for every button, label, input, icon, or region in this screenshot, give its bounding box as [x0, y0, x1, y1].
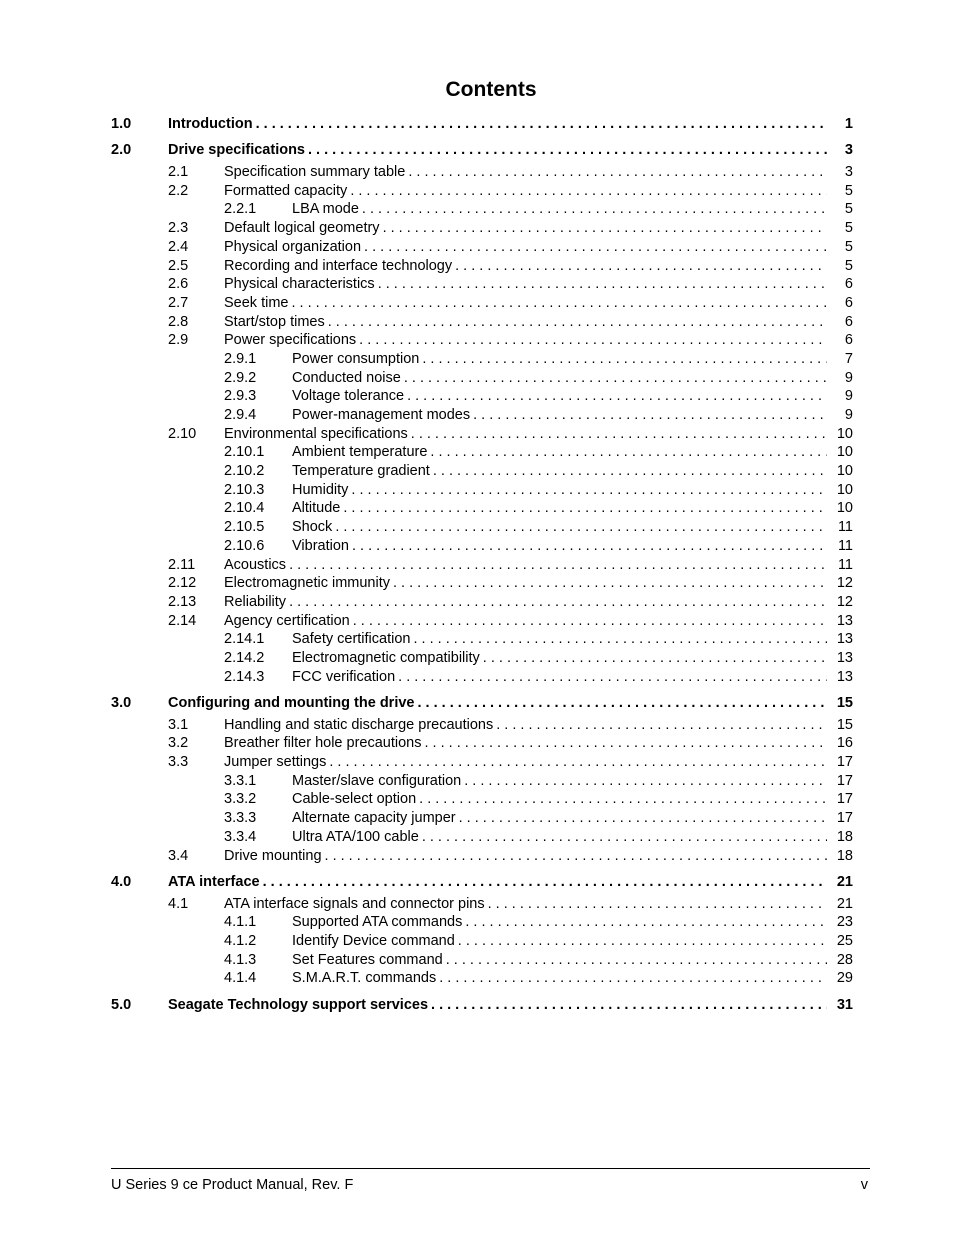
- toc-entry-label: Ultra ATA/100 cable: [292, 828, 419, 845]
- toc-leader-dots: [414, 694, 827, 713]
- toc-entry[interactable]: [111, 574, 853, 593]
- toc-leader-dots: [470, 406, 827, 425]
- toc-entry-number: 2.8: [168, 313, 189, 330]
- toc-entry-page: 5: [844, 182, 853, 199]
- toc-entry[interactable]: [111, 182, 853, 201]
- toc-entry-label: S.M.A.R.T. commands: [292, 970, 437, 987]
- toc-entry-label: Default logical geometry: [224, 220, 380, 237]
- toc-leader-dots: [419, 350, 827, 369]
- toc-entry-number: 3.3.2: [224, 791, 257, 808]
- page-title: Contents: [445, 78, 537, 101]
- toc-entry-number: 2.10.6: [224, 537, 265, 554]
- toc-leader-dots: [461, 772, 827, 791]
- toc-entry-label: Drive specifications: [168, 142, 305, 159]
- toc-entry-label: Drive mounting: [224, 847, 322, 864]
- toc-entry-number: 2.13: [168, 593, 197, 610]
- toc-entry-label: Acoustics: [224, 556, 287, 573]
- toc-entry[interactable]: [111, 828, 853, 847]
- toc-entry-label: Configuring and mounting the drive: [168, 695, 415, 711]
- toc-entry-page: 9: [844, 388, 853, 405]
- toc-entry-label: Seek time: [224, 294, 289, 311]
- toc-entry-label: Supported ATA commands: [292, 914, 463, 931]
- toc-entry-number: 3.1: [168, 716, 189, 733]
- toc-leader-dots: [408, 425, 827, 444]
- toc-entry-number: 2.5: [168, 257, 189, 274]
- toc-leader-dots: [325, 313, 827, 332]
- toc-entry-label: Voltage tolerance: [292, 388, 405, 405]
- toc-leader-dots: [405, 163, 827, 182]
- toc-leader-dots: [332, 518, 827, 537]
- toc-entry-number: 3.3.1: [224, 772, 257, 789]
- toc-entry-page: 31: [836, 996, 853, 1013]
- toc-entry-number: 2.10.3: [224, 481, 265, 498]
- toc-entry-label: ATA interface: [168, 873, 260, 890]
- toc-entry-label: Electromagnetic compatibility: [292, 649, 480, 666]
- toc-entry-number: 2.4: [168, 238, 189, 255]
- toc-entry-label: Safety certification: [292, 631, 411, 648]
- toc-entry-number: 2.7: [168, 294, 189, 311]
- toc-entry-label: Conducted noise: [292, 369, 401, 386]
- toc-entry-label: Handling and static discharge precautions: [224, 716, 494, 733]
- toc-entry-label: Humidity: [292, 481, 349, 498]
- toc-leader-dots: [348, 481, 827, 500]
- toc-entry-number: 4.0: [111, 873, 132, 890]
- toc-entry[interactable]: [111, 630, 853, 649]
- toc-entry[interactable]: [111, 331, 853, 350]
- toc-entry-label: Specification summary table: [224, 164, 406, 181]
- toc-leader-dots: [350, 612, 827, 631]
- toc-entry-number: 4.1.3: [224, 951, 257, 968]
- toc-entry[interactable]: [111, 847, 853, 866]
- toc-entry-page: 5: [844, 257, 853, 274]
- toc-entry-number: 2.0: [111, 142, 132, 159]
- toc-entry-page: 13: [836, 631, 853, 648]
- toc-entry[interactable]: [111, 612, 853, 631]
- toc-entry-label: Altitude: [292, 500, 341, 517]
- toc-leader-dots: [286, 556, 827, 575]
- toc-entry-page: 6: [844, 276, 853, 293]
- toc-entry-page: 11: [837, 556, 853, 573]
- toc-entry-label: Cable-select option: [292, 791, 417, 808]
- toc-entry-number: 2.14.3: [224, 668, 265, 685]
- toc-entry-number: 3.2: [168, 735, 189, 752]
- toc-entry[interactable]: [111, 141, 853, 160]
- toc-entry-label: Master/slave configuration: [292, 772, 462, 789]
- toc-leader-dots: [260, 873, 827, 892]
- toc-entry-label: Introduction: [168, 116, 253, 132]
- toc-entry[interactable]: [111, 790, 853, 809]
- toc-entry-label: Power specifications: [224, 332, 357, 349]
- toc-entry-number: 2.14.2: [224, 649, 265, 666]
- toc-entry[interactable]: [111, 996, 853, 1015]
- toc-entry-page: 10: [836, 444, 853, 461]
- toc-leader-dots: [436, 969, 827, 988]
- toc-entry[interactable]: [111, 163, 853, 182]
- toc-entry[interactable]: [111, 734, 853, 753]
- toc-entry-label: Physical organization: [224, 238, 362, 255]
- toc-entry-page: 18: [836, 828, 853, 845]
- toc-entry[interactable]: [111, 873, 853, 892]
- toc-entry-number: 2.10.2: [224, 463, 265, 480]
- toc-entry-label: Seagate Technology support services: [168, 996, 429, 1013]
- toc-leader-dots: [347, 182, 827, 201]
- toc-entry[interactable]: [111, 115, 853, 134]
- toc-entry-number: 2.10.4: [224, 500, 265, 517]
- toc-entry-number: 3.3.4: [224, 828, 257, 845]
- toc-entry-label: Formatted capacity: [224, 182, 348, 199]
- toc-entry-page: 6: [844, 332, 853, 349]
- toc-leader-dots: [419, 828, 827, 847]
- toc-entry[interactable]: [111, 716, 853, 735]
- toc-entry[interactable]: [111, 809, 853, 828]
- toc-entry-page: 10: [836, 463, 853, 480]
- toc-leader-dots: [401, 369, 827, 388]
- toc-entry-number: 4.1: [168, 895, 189, 912]
- toc-entry-page: 15: [836, 695, 853, 711]
- toc-leader-dots: [480, 649, 827, 668]
- toc-leader-dots: [404, 387, 827, 406]
- toc-entry-page: 13: [836, 668, 853, 685]
- toc-entry[interactable]: [111, 387, 853, 406]
- toc-entry-label: Shock: [292, 519, 333, 536]
- toc-leader-dots: [390, 574, 827, 593]
- toc-entry[interactable]: [111, 649, 853, 668]
- toc-leader-dots: [455, 932, 827, 951]
- toc-entry[interactable]: [111, 219, 853, 238]
- toc-entry[interactable]: [111, 462, 853, 481]
- toc-entry-page: 6: [844, 294, 853, 311]
- toc-entry[interactable]: [111, 951, 853, 970]
- toc-leader-dots: [322, 847, 827, 866]
- toc-entry-label: FCC verification: [292, 668, 396, 685]
- toc-entry[interactable]: [111, 753, 853, 772]
- toc-entry-page: 29: [836, 970, 853, 987]
- toc-leader-dots: [288, 294, 827, 313]
- toc-entry-page: 11: [837, 519, 853, 536]
- toc-entry-label: Set Features command: [292, 951, 443, 968]
- toc-entry-page: 17: [836, 810, 853, 827]
- toc-entry-number: 2.14: [168, 612, 197, 629]
- toc-entry-label: Breather filter hole precautions: [224, 735, 422, 752]
- toc-entry-number: 3.4: [168, 847, 189, 864]
- toc-leader-dots: [452, 257, 827, 276]
- toc-entry-number: 2.9: [168, 332, 189, 349]
- toc-entry-number: 2.1: [168, 164, 189, 181]
- toc-leader-dots: [443, 951, 827, 970]
- toc-entry[interactable]: [111, 425, 853, 444]
- toc-leader-dots: [253, 115, 827, 134]
- toc-entry[interactable]: [111, 481, 853, 500]
- toc-leader-dots: [493, 716, 827, 735]
- toc-entry-number: 2.9.4: [224, 407, 257, 423]
- toc-entry-number: 3.0: [111, 695, 132, 711]
- toc-entry-page: 23: [836, 914, 853, 931]
- toc-entry-label: Reliability: [224, 593, 287, 610]
- toc-entry-page: 11: [837, 537, 853, 554]
- toc-leader-dots: [305, 141, 827, 160]
- toc-entry-page: 10: [836, 500, 853, 517]
- toc-entry-page: 10: [836, 481, 853, 498]
- toc-entry[interactable]: [111, 238, 853, 257]
- toc-leader-dots: [326, 753, 827, 772]
- toc-entry-number: 3.3: [168, 754, 189, 771]
- toc-entry-page: 18: [836, 847, 853, 864]
- toc-leader-dots: [361, 238, 827, 257]
- toc-entry-number: 2.10.1: [224, 444, 265, 461]
- toc-entry-page: 28: [836, 951, 853, 968]
- toc-entry-number: 2.2: [168, 182, 189, 199]
- toc-entry-page: 21: [836, 895, 853, 912]
- toc-entry[interactable]: [111, 895, 853, 914]
- toc-entry[interactable]: [111, 499, 853, 518]
- toc-entry-page: 13: [836, 612, 853, 629]
- toc-entry[interactable]: [111, 913, 853, 932]
- toc-leader-dots: [349, 537, 827, 556]
- toc-leader-dots: [286, 593, 827, 612]
- toc-entry-number: 2.9.1: [224, 350, 257, 367]
- toc-entry-label: Electromagnetic immunity: [224, 575, 390, 592]
- toc-entry[interactable]: [111, 518, 853, 537]
- toc-entry-label: Power consumption: [292, 350, 420, 367]
- toc-entry-page: 5: [844, 238, 853, 255]
- toc-leader-dots: [428, 996, 827, 1015]
- toc-entry-page: 12: [836, 575, 853, 592]
- toc-leader-dots: [427, 443, 827, 462]
- toc-entry-label: LBA mode: [292, 201, 359, 218]
- toc-entry-number: 2.9.3: [224, 388, 257, 405]
- toc-leader-dots: [430, 462, 827, 481]
- toc-entry-page: 5: [844, 220, 853, 237]
- toc-entry-label: Ambient temperature: [292, 444, 428, 461]
- toc-entry-page: 5: [844, 201, 853, 218]
- toc-entry-number: 2.9.2: [224, 369, 257, 386]
- toc-entry-number: 1.0: [111, 116, 132, 132]
- toc-entry-label: Temperature gradient: [292, 463, 430, 480]
- toc-entry-page: 6: [844, 313, 853, 330]
- toc-entry-number: 2.12: [168, 575, 197, 592]
- toc-leader-dots: [462, 913, 827, 932]
- toc-entry-label: Recording and interface technology: [224, 257, 453, 274]
- toc-entry-number: 2.2.1: [224, 201, 257, 218]
- toc-leader-dots: [340, 499, 827, 518]
- toc-entry-label: Jumper settings: [224, 754, 327, 771]
- toc-entry-number: 2.11: [168, 556, 196, 573]
- toc-entry[interactable]: [111, 969, 853, 988]
- toc-leader-dots: [456, 809, 827, 828]
- toc-entry[interactable]: [111, 443, 853, 462]
- toc-entry[interactable]: [111, 275, 853, 294]
- toc-entry-page: 10: [836, 425, 853, 442]
- toc-entry-page: 3: [844, 164, 853, 181]
- toc-entry[interactable]: [111, 200, 853, 219]
- footer-document-title: U Series 9 ce Product Manual, Rev. F: [111, 1177, 354, 1193]
- toc-entry-number: 2.10.5: [224, 519, 265, 536]
- toc-entry-label: Identify Device command: [292, 932, 455, 949]
- toc-entry[interactable]: [111, 668, 853, 687]
- toc-entry-page: 1: [844, 116, 853, 132]
- toc-entry-label: Vibration: [292, 537, 349, 554]
- toc-entry-number: 3.3.3: [224, 810, 257, 827]
- toc-entry-label: Start/stop times: [224, 313, 325, 330]
- toc-entry[interactable]: [111, 369, 853, 388]
- toc-entry[interactable]: [111, 694, 853, 713]
- toc-entry-page: 17: [836, 772, 853, 789]
- toc-entry-number: 2.6: [168, 276, 189, 293]
- toc-entry-page: 21: [836, 873, 853, 890]
- toc-entry-number: 5.0: [111, 996, 132, 1013]
- toc-entry-label: Physical characteristics: [224, 276, 375, 293]
- toc-entry-page: 15: [836, 716, 853, 733]
- toc-entry-number: 4.1.4: [224, 970, 257, 987]
- toc-entry-page: 17: [836, 791, 853, 808]
- toc-entry-page: 17: [836, 754, 853, 771]
- toc-entry-number: 4.1.1: [224, 914, 257, 931]
- footer-page-number: v: [860, 1177, 868, 1193]
- toc-leader-dots: [380, 219, 827, 238]
- toc-entry-label: Environmental specifications: [224, 425, 408, 442]
- toc-entry[interactable]: [111, 257, 853, 276]
- table-of-contents: [111, 115, 853, 1014]
- toc-entry-number: 2.3: [168, 220, 189, 237]
- toc-leader-dots: [485, 895, 827, 914]
- toc-entry-page: 25: [836, 932, 853, 949]
- toc-leader-dots: [356, 331, 827, 350]
- toc-entry-page: 7: [844, 350, 853, 367]
- toc-leader-dots: [416, 790, 827, 809]
- toc-entry-page: 9: [844, 369, 853, 386]
- toc-entry-number: 2.10: [168, 425, 197, 442]
- toc-entry-label: ATA interface signals and connector pins: [224, 895, 485, 912]
- toc-entry[interactable]: [111, 556, 853, 575]
- toc-entry-label: Power-management modes: [292, 407, 471, 423]
- footer-divider: [111, 1168, 870, 1169]
- toc-entry-number: 2.14.1: [224, 631, 265, 648]
- toc-leader-dots: [375, 275, 827, 294]
- toc-entry-label: Alternate capacity jumper: [292, 810, 456, 827]
- toc-entry[interactable]: [111, 772, 853, 791]
- toc-entry-page: 3: [844, 142, 853, 159]
- toc-entry[interactable]: [111, 593, 853, 612]
- toc-entry[interactable]: [111, 537, 853, 556]
- toc-entry-label: Agency certification: [224, 612, 350, 629]
- toc-leader-dots: [410, 630, 827, 649]
- toc-entry-number: 4.1.2: [224, 932, 257, 949]
- toc-entry[interactable]: [111, 313, 853, 332]
- toc-entry-page: 13: [836, 649, 853, 666]
- toc-entry-page: 16: [836, 735, 853, 752]
- toc-entry[interactable]: [111, 294, 853, 313]
- toc-entry[interactable]: [111, 350, 853, 369]
- toc-entry-page: 12: [836, 593, 853, 610]
- toc-leader-dots: [421, 734, 827, 753]
- toc-entry-page: 9: [844, 407, 853, 423]
- toc-leader-dots: [359, 200, 827, 219]
- toc-entry[interactable]: [111, 932, 853, 951]
- toc-entry[interactable]: [111, 406, 853, 425]
- toc-leader-dots: [395, 668, 827, 687]
